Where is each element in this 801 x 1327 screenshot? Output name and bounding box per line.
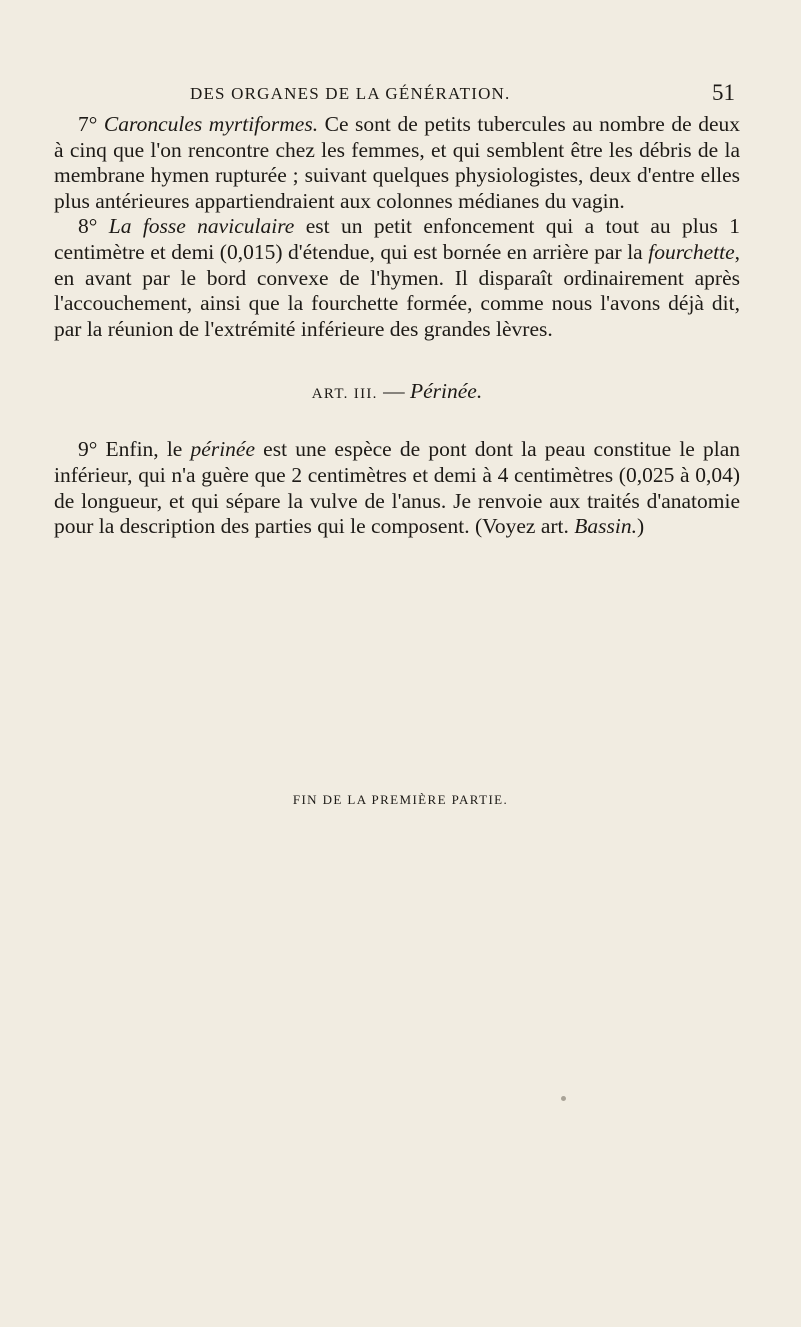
paragraph-8-inline-term: fourchette — [648, 239, 735, 264]
running-head: DES ORGANES DE LA GÉNÉRATION. — [190, 84, 511, 103]
paragraph-8-text-before: est un petit enfoncement qui a tout au plus 1 centimètre et demi (0,015) d'étendue, qui est bornée en arrière par la — [54, 214, 740, 264]
paragraph-8-text-after: , en avant par le bord convexe de l'hymen. Il disparaît ordinairement après l'accouchement, ainsi que la fourchette formée, comme nous l'avons déjà dit, par la réunion de l'extrémité inférieure des grandes lèvres. — [54, 239, 741, 341]
body-text — [54, 112, 740, 540]
paragraph-7-term: Caroncules myrtiformes. — [103, 112, 319, 136]
end-of-part-note: FIN DE LA PREMIÈRE PARTIE. — [292, 792, 509, 807]
paragraph-8-term: La fosse naviculaire — [108, 214, 295, 239]
paragraph-8-number: 8° — [78, 214, 98, 239]
ink-speck — [561, 1096, 566, 1101]
paragraph-8 — [54, 214, 740, 342]
paragraph-7-text: Ce sont de petits tubercules au nombre de deux à cinq que l'on rencontre chez les femmes, et qui semblent être les débris de la membrane hymen rupturée ; suivant quelques physiologistes, deux d'entre elles plus antérieures appartiendraient aux colonnes médianes du vagin. — [54, 112, 740, 213]
paragraph-9-text: est une espèce de pont dont la peau constitue le plan inférieur, qui n'a guère que 2 centimètres et demi à 4 centimètres (0,025 à 0,04) de longueur, et qui sépare la vulve de l'anus. Je renvoie aux traités d'anatomie pour la description des parties qui le composent. (Voyez art. — [54, 437, 741, 539]
page-number: 51 — [712, 80, 735, 105]
paragraph-9 — [54, 437, 740, 539]
paragraph-9-reference: Bassin. — [574, 514, 637, 539]
paragraph-9-number: 9° — [78, 437, 98, 462]
article-label: ART. III. — [311, 386, 378, 403]
paragraph-7 — [54, 112, 740, 214]
paragraph-9-lead: Enfin, le — [105, 437, 183, 462]
paragraph-9-term: périnée — [190, 437, 255, 462]
paragraph-7-number: 7° — [78, 112, 98, 136]
article-title: Périnée. — [409, 379, 483, 404]
article-heading — [54, 378, 740, 407]
article-separator: — — [377, 379, 410, 404]
paragraph-9-closing: ) — [636, 514, 645, 539]
